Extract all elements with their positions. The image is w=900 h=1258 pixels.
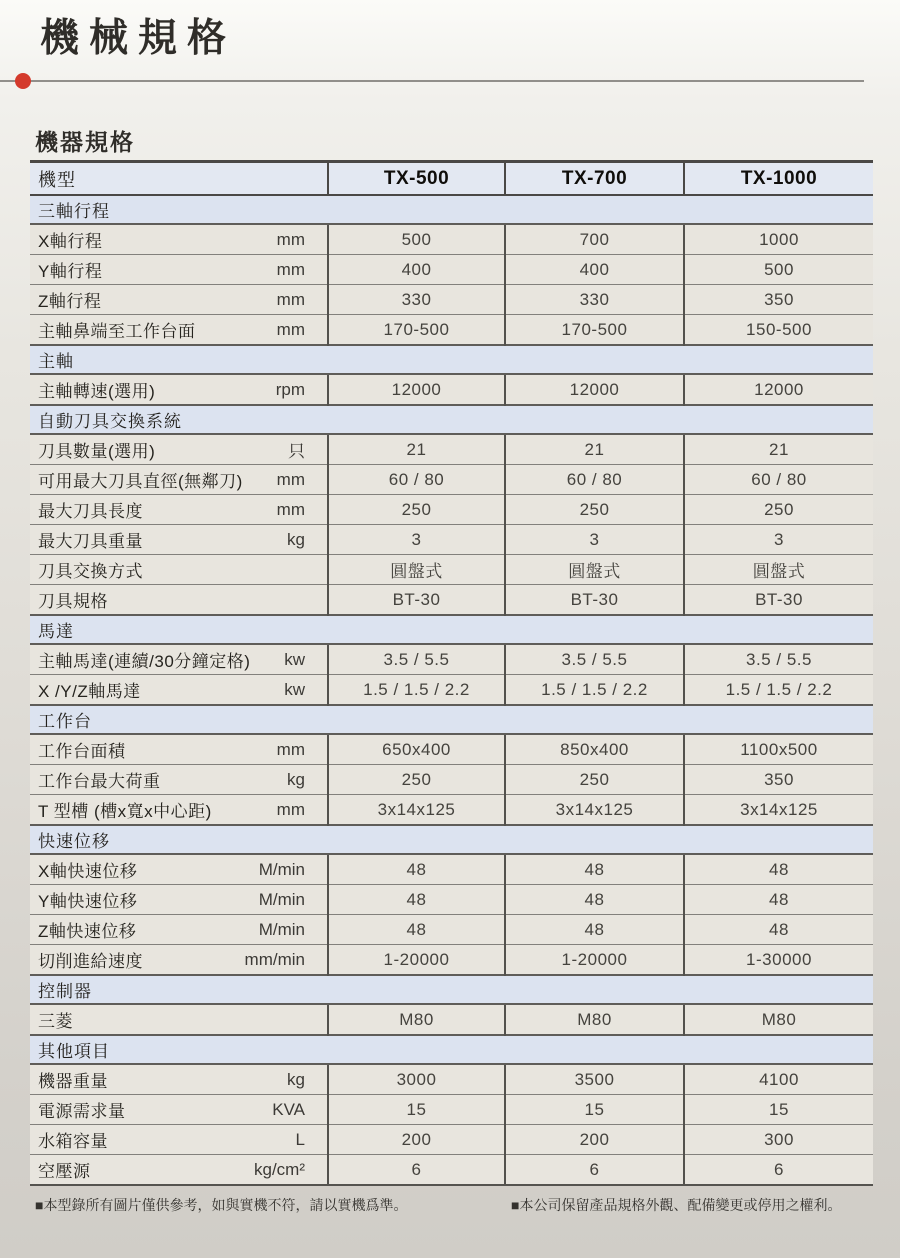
value-cell-tx1000: BT-30	[684, 585, 873, 616]
value-cell-tx1000: 150-500	[684, 315, 873, 346]
row-label: Y軸行程	[38, 262, 103, 281]
row-label: Z軸行程	[38, 292, 102, 311]
table-row	[30, 734, 873, 765]
value-cell-tx500: 500	[328, 224, 505, 255]
table-row	[30, 434, 873, 465]
value-cell-tx700: 250	[505, 495, 684, 525]
value-cell-tx500: 48	[328, 854, 505, 885]
value-cell-tx500: 650x400	[328, 734, 505, 765]
row-unit: mm/min	[244, 949, 305, 969]
value-cell-tx500: 15	[328, 1095, 505, 1125]
row-unit: kw	[284, 649, 305, 669]
value-cell-tx500: 6	[328, 1155, 505, 1186]
section-row	[30, 705, 873, 734]
value-cell-tx700: 48	[505, 854, 684, 885]
row-label: Y軸快速位移	[38, 892, 138, 911]
value-cell-tx500: 48	[328, 885, 505, 915]
value-cell-tx1000: 6	[684, 1155, 873, 1186]
value-cell-tx1000: 250	[684, 495, 873, 525]
row-label: 工作台最大荷重	[38, 772, 161, 791]
value-cell-tx500: 1.5 / 1.5 / 2.2	[328, 675, 505, 706]
row-label: X軸快速位移	[38, 862, 138, 881]
value-cell-tx500: 圓盤式	[328, 555, 505, 585]
row-label-cell	[30, 495, 328, 525]
table-row	[30, 854, 873, 885]
section-title: 三軸行程	[30, 195, 873, 224]
row-label: 主軸轉速(選用)	[38, 382, 156, 401]
value-cell-tx700: 3x14x125	[505, 795, 684, 826]
row-label-cell	[30, 285, 328, 315]
value-cell-tx1000: 500	[684, 255, 873, 285]
row-unit: KVA	[272, 1099, 305, 1119]
value-cell-tx500: 250	[328, 765, 505, 795]
row-label: T 型槽 (槽x寬x中心距)	[38, 802, 212, 821]
value-cell-tx700: 1.5 / 1.5 / 2.2	[505, 675, 684, 706]
table-row	[30, 945, 873, 976]
section-row	[30, 405, 873, 434]
table-row	[30, 555, 873, 585]
row-label: 主軸鼻端至工作台面	[38, 322, 196, 341]
section-row	[30, 345, 873, 374]
model-header-label: 機型	[30, 162, 328, 196]
row-label-cell	[30, 885, 328, 915]
value-cell-tx1000: 60 / 80	[684, 465, 873, 495]
value-cell-tx700: 3500	[505, 1064, 684, 1095]
table-row	[30, 374, 873, 405]
row-label: 最大刀具長度	[38, 502, 143, 521]
section-title: 自動刀具交換系統	[30, 405, 873, 434]
value-cell-tx500: 400	[328, 255, 505, 285]
row-label-cell	[30, 945, 328, 976]
value-cell-tx1000: 3.5 / 5.5	[684, 644, 873, 675]
row-label-cell	[30, 644, 328, 675]
value-cell-tx700: 15	[505, 1095, 684, 1125]
table-row	[30, 915, 873, 945]
row-label-cell	[30, 675, 328, 706]
value-cell-tx500: 60 / 80	[328, 465, 505, 495]
row-label-cell	[30, 1125, 328, 1155]
row-label: 主軸馬達(連續/30分鐘定格)	[38, 652, 251, 671]
value-cell-tx1000: 1.5 / 1.5 / 2.2	[684, 675, 873, 706]
table-row	[30, 885, 873, 915]
row-label: X /Y/Z軸馬達	[38, 682, 141, 701]
row-label-cell	[30, 1004, 328, 1035]
model-header-tx700: TX-700	[505, 162, 684, 196]
value-cell-tx1000: 350	[684, 765, 873, 795]
row-label-cell	[30, 915, 328, 945]
row-unit: kg	[287, 769, 305, 789]
value-cell-tx1000: 350	[684, 285, 873, 315]
table-row	[30, 1064, 873, 1095]
table-row	[30, 465, 873, 495]
row-unit: mm	[276, 259, 305, 279]
value-cell-tx700: 700	[505, 224, 684, 255]
value-cell-tx700: 21	[505, 434, 684, 465]
section-row	[30, 615, 873, 644]
section-title: 快速位移	[30, 825, 873, 854]
value-cell-tx500: 170-500	[328, 315, 505, 346]
value-cell-tx500: 3x14x125	[328, 795, 505, 826]
value-cell-tx1000: 1100x500	[684, 734, 873, 765]
title-divider	[0, 80, 864, 82]
row-label-cell	[30, 854, 328, 885]
table-row	[30, 1004, 873, 1035]
value-cell-tx700: 170-500	[505, 315, 684, 346]
value-cell-tx1000: 48	[684, 885, 873, 915]
row-label-cell	[30, 765, 328, 795]
row-label-cell	[30, 555, 328, 585]
value-cell-tx700: 圓盤式	[505, 555, 684, 585]
row-unit: mm	[276, 499, 305, 519]
row-unit: kg/cm²	[254, 1159, 305, 1179]
row-label: 空壓源	[38, 1162, 91, 1181]
row-unit: M/min	[258, 889, 305, 909]
row-label: 工作台面積	[38, 742, 126, 761]
row-label: 刀具交換方式	[38, 562, 143, 581]
section-row	[30, 975, 873, 1004]
table-row	[30, 224, 873, 255]
value-cell-tx500: 1-20000	[328, 945, 505, 976]
value-cell-tx700: 330	[505, 285, 684, 315]
value-cell-tx1000: 48	[684, 854, 873, 885]
row-label-cell	[30, 255, 328, 285]
row-unit: L	[295, 1129, 305, 1149]
spec-table-wrapper	[30, 160, 873, 1186]
value-cell-tx1000: 300	[684, 1125, 873, 1155]
table-row	[30, 1155, 873, 1186]
row-unit: M/min	[258, 919, 305, 939]
footnote-right: ■本公司保留產品規格外觀、配備變更或停用之權利。	[511, 1197, 842, 1213]
row-unit: mm	[276, 319, 305, 339]
row-label-cell	[30, 1064, 328, 1095]
section-row	[30, 825, 873, 854]
row-unit: mm	[276, 289, 305, 309]
value-cell-tx1000: 3x14x125	[684, 795, 873, 826]
row-label: 電源需求量	[38, 1102, 126, 1121]
row-label-cell	[30, 315, 328, 346]
footnote-left: ■本型錄所有圖片僅供參考，如與實機不符，請以實機爲準。	[35, 1197, 408, 1213]
value-cell-tx500: BT-30	[328, 585, 505, 616]
row-label: 機器重量	[38, 1072, 108, 1091]
table-row	[30, 285, 873, 315]
section-row	[30, 195, 873, 224]
row-label: 三菱	[38, 1012, 73, 1031]
row-unit: mm	[276, 799, 305, 819]
value-cell-tx1000: 3	[684, 525, 873, 555]
table-row	[30, 585, 873, 616]
row-label-cell	[30, 525, 328, 555]
row-label: 水箱容量	[38, 1132, 108, 1151]
value-cell-tx700: 3.5 / 5.5	[505, 644, 684, 675]
table-row	[30, 495, 873, 525]
value-cell-tx700: M80	[505, 1004, 684, 1035]
table-row	[30, 255, 873, 285]
value-cell-tx1000: 1000	[684, 224, 873, 255]
section-row	[30, 1035, 873, 1064]
value-cell-tx700: 1-20000	[505, 945, 684, 976]
value-cell-tx1000: 21	[684, 434, 873, 465]
row-label-cell	[30, 465, 328, 495]
value-cell-tx1000: 4100	[684, 1064, 873, 1095]
value-cell-tx1000: 圓盤式	[684, 555, 873, 585]
section-title: 控制器	[30, 975, 873, 1004]
section-title: 工作台	[30, 705, 873, 734]
table-row	[30, 1095, 873, 1125]
row-label-cell	[30, 374, 328, 405]
row-unit: rpm	[275, 379, 305, 399]
value-cell-tx500: 21	[328, 434, 505, 465]
table-row	[30, 765, 873, 795]
value-cell-tx700: 12000	[505, 374, 684, 405]
row-label: 切削進給速度	[38, 952, 143, 971]
table-row	[30, 644, 873, 675]
row-label: Z軸快速位移	[38, 922, 137, 941]
row-label-cell	[30, 585, 328, 616]
value-cell-tx1000: 15	[684, 1095, 873, 1125]
value-cell-tx500: 3.5 / 5.5	[328, 644, 505, 675]
row-label-cell	[30, 795, 328, 826]
model-header-row	[30, 162, 873, 196]
row-label: 刀具數量(選用)	[38, 442, 156, 461]
value-cell-tx500: M80	[328, 1004, 505, 1035]
table-row	[30, 795, 873, 826]
table-row	[30, 1125, 873, 1155]
value-cell-tx500: 330	[328, 285, 505, 315]
row-label: 可用最大刀具直徑(無鄰刀)	[38, 472, 243, 491]
value-cell-tx500: 3000	[328, 1064, 505, 1095]
row-unit: kg	[287, 1069, 305, 1089]
value-cell-tx500: 12000	[328, 374, 505, 405]
page-title: 機械規格	[40, 17, 237, 60]
value-cell-tx1000: 48	[684, 915, 873, 945]
row-label-cell	[30, 224, 328, 255]
value-cell-tx1000: 12000	[684, 374, 873, 405]
spec-table-body	[30, 162, 873, 1186]
value-cell-tx700: BT-30	[505, 585, 684, 616]
row-label-cell	[30, 734, 328, 765]
section-subtitle: 機器規格	[35, 129, 135, 155]
value-cell-tx500: 3	[328, 525, 505, 555]
row-unit: mm	[276, 229, 305, 249]
row-label: 最大刀具重量	[38, 532, 143, 551]
row-unit: M/min	[258, 859, 305, 879]
row-label-cell	[30, 1095, 328, 1125]
spec-table	[30, 160, 873, 1186]
table-row	[30, 675, 873, 706]
section-title: 其他項目	[30, 1035, 873, 1064]
row-label: 刀具規格	[38, 592, 108, 611]
model-header-tx500: TX-500	[328, 162, 505, 196]
row-unit: 只	[288, 442, 305, 461]
value-cell-tx700: 250	[505, 765, 684, 795]
row-label: X軸行程	[38, 232, 103, 251]
value-cell-tx700: 48	[505, 885, 684, 915]
value-cell-tx700: 400	[505, 255, 684, 285]
row-label-cell	[30, 434, 328, 465]
value-cell-tx1000: 1-30000	[684, 945, 873, 976]
value-cell-tx1000: M80	[684, 1004, 873, 1035]
table-row	[30, 525, 873, 555]
value-cell-tx700: 6	[505, 1155, 684, 1186]
value-cell-tx700: 60 / 80	[505, 465, 684, 495]
value-cell-tx700: 3	[505, 525, 684, 555]
value-cell-tx700: 850x400	[505, 734, 684, 765]
section-title: 主軸	[30, 345, 873, 374]
value-cell-tx700: 200	[505, 1125, 684, 1155]
row-unit: mm	[276, 739, 305, 759]
value-cell-tx700: 48	[505, 915, 684, 945]
section-title: 馬達	[30, 615, 873, 644]
model-header-tx1000: TX-1000	[684, 162, 873, 196]
value-cell-tx500: 250	[328, 495, 505, 525]
row-unit: kg	[287, 529, 305, 549]
row-label-cell	[30, 1155, 328, 1186]
value-cell-tx500: 48	[328, 915, 505, 945]
table-row	[30, 315, 873, 346]
value-cell-tx500: 200	[328, 1125, 505, 1155]
row-unit: kw	[284, 679, 305, 699]
row-unit: mm	[276, 469, 305, 489]
red-dot-icon	[15, 73, 31, 89]
